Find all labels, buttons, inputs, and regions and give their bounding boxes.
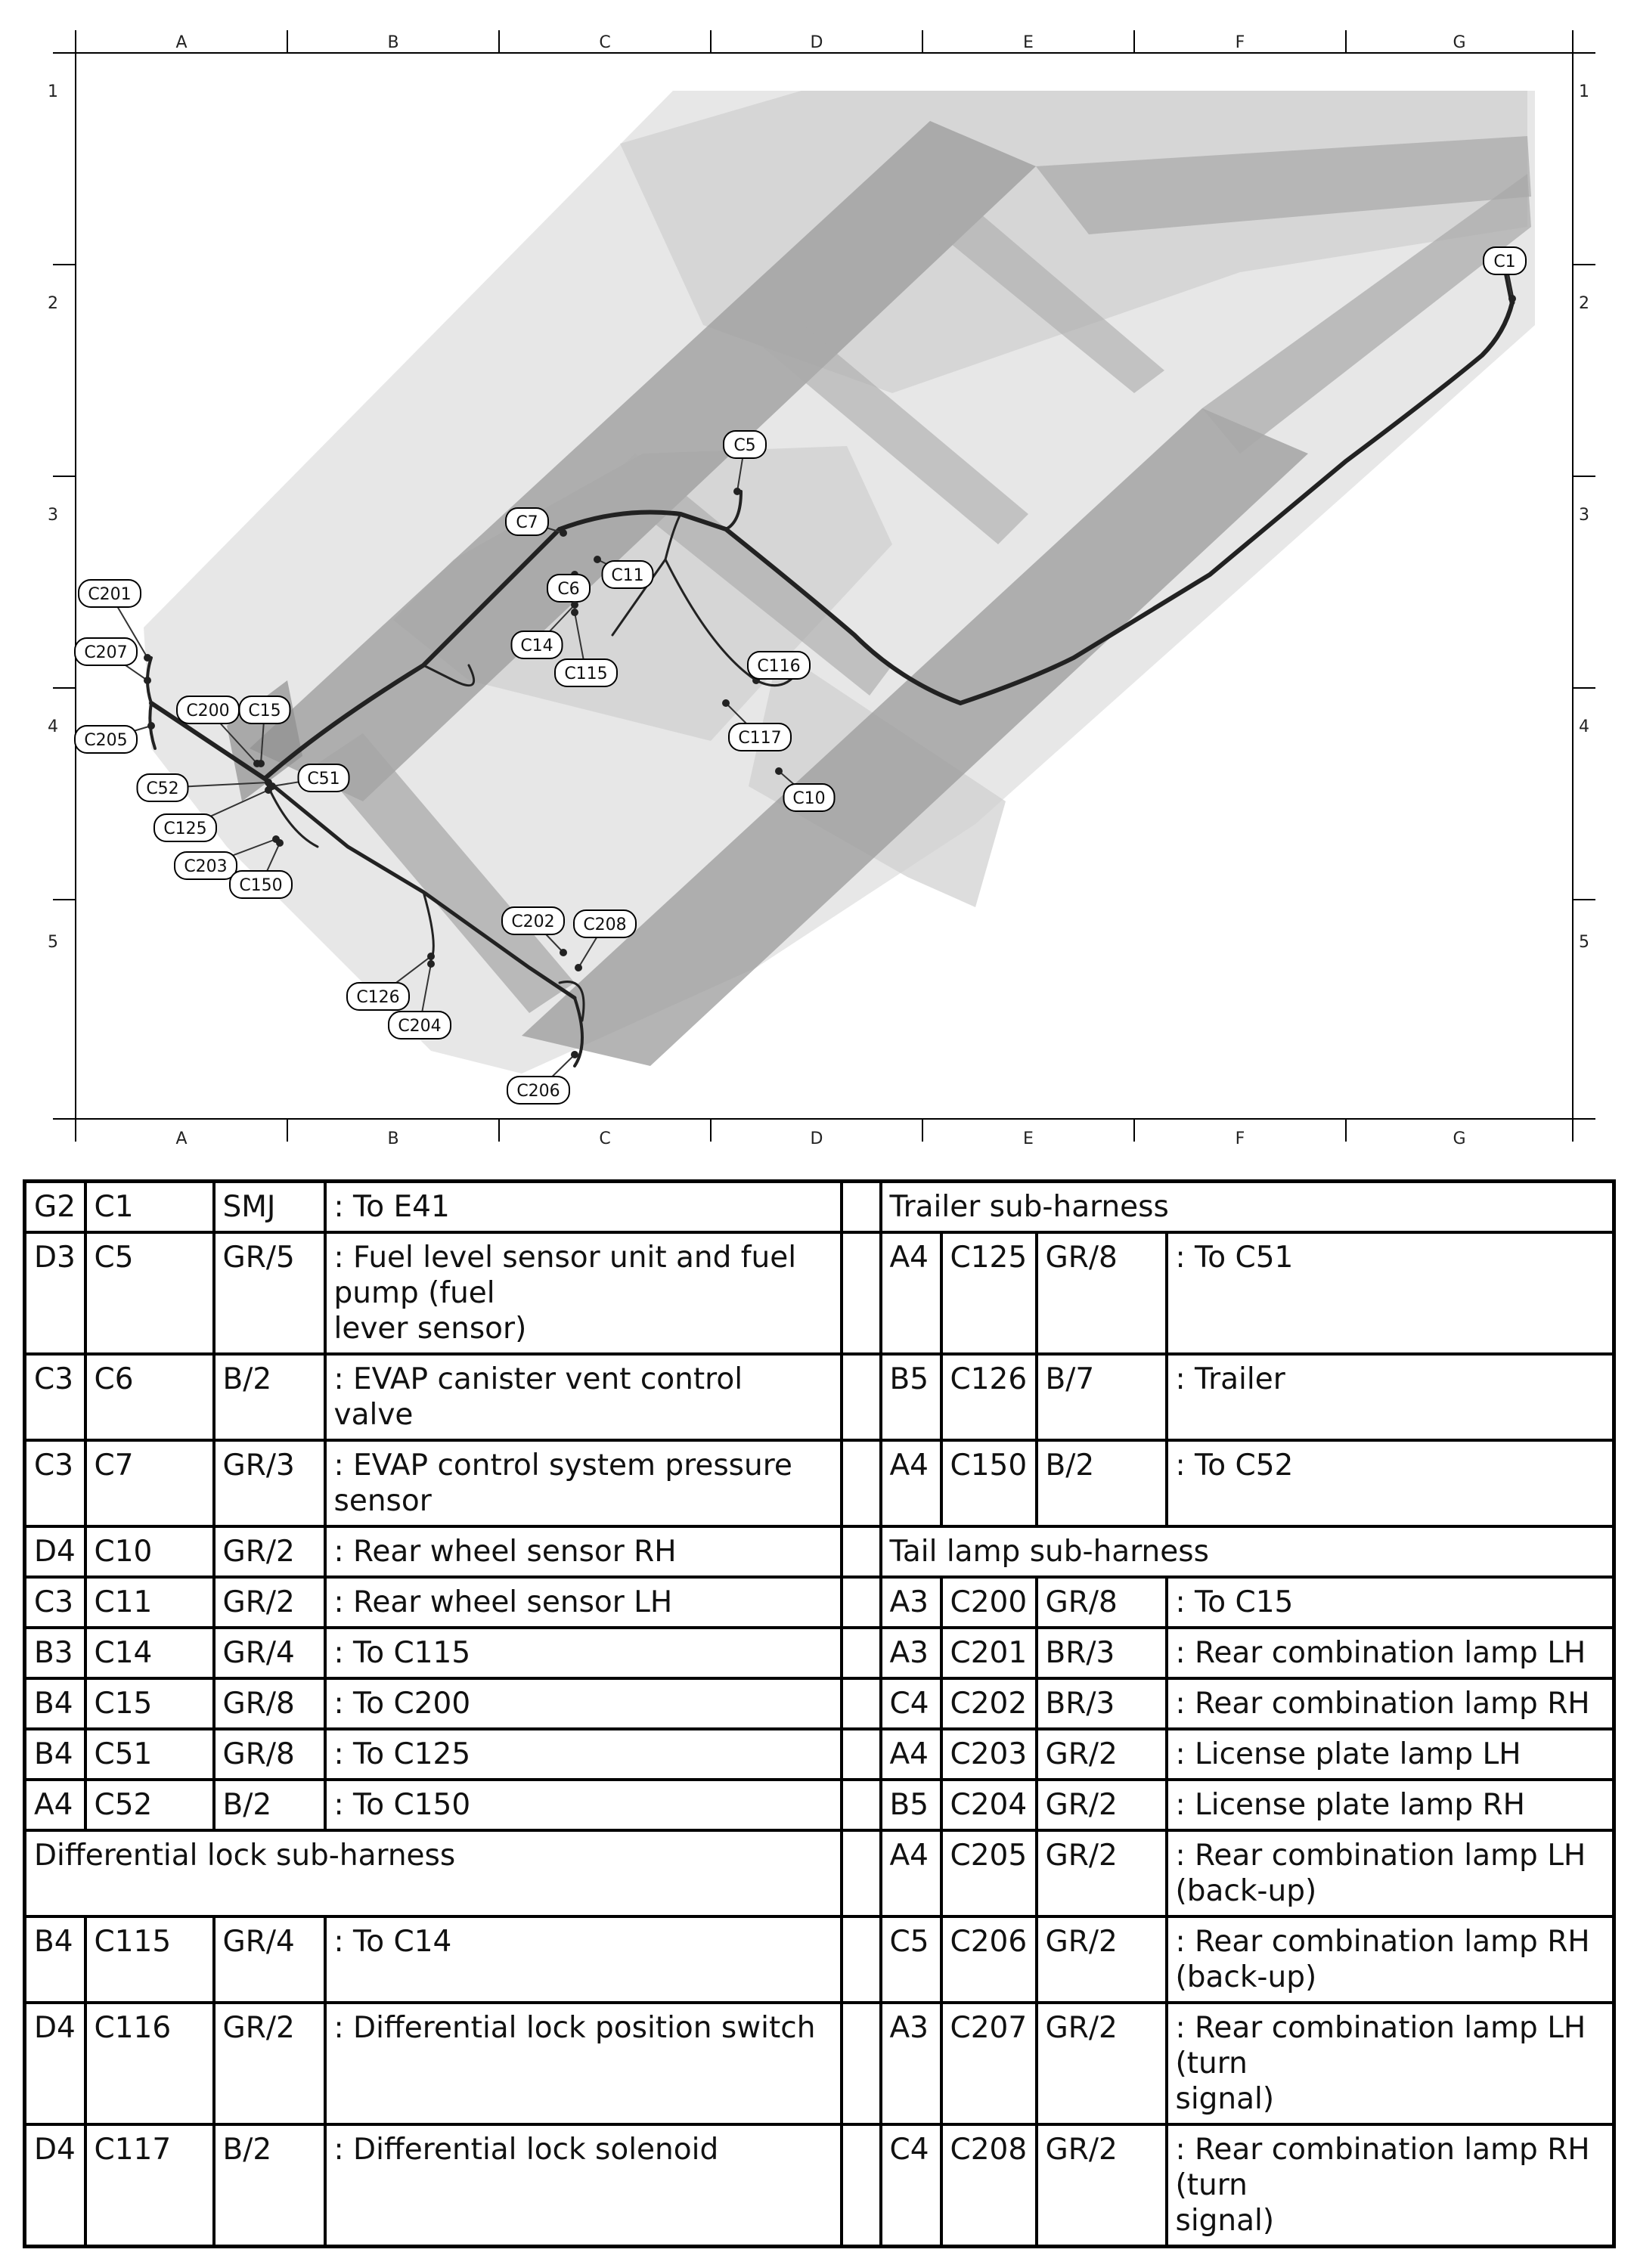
left-description-cell: : Fuel level sensor unit and fuel pump (fuel lever sensor) (325, 1232, 842, 1354)
left-spec-cell: GR/2 (214, 1526, 325, 1577)
grid-column-label: D (810, 1129, 823, 1148)
grid-column-label: C (599, 1129, 611, 1148)
connector-point (144, 677, 151, 684)
left-spec-cell: B/2 (214, 1354, 325, 1440)
connector-point (571, 601, 578, 609)
connector-point (575, 964, 582, 971)
right-location-cell: B5 (881, 1780, 941, 1830)
grid-row-label: 2 (1579, 294, 1589, 313)
table-row (25, 1526, 1614, 1577)
left-section-header: Differential lock sub-harness (25, 1830, 842, 1916)
left-connector-cell: C115 (85, 1916, 214, 2003)
left-location-cell: B4 (25, 1678, 85, 1729)
right-connector-cell: C202 (941, 1678, 1037, 1729)
column-separator (842, 2003, 881, 2124)
callout-c202: C202 (511, 912, 555, 931)
right-description-cell: : License plate lamp LH (1167, 1729, 1614, 1780)
callout-c51: C51 (307, 770, 340, 789)
right-spec-cell: GR/8 (1037, 1232, 1167, 1354)
table-row (25, 1440, 1614, 1526)
right-spec-cell: B/2 (1037, 1440, 1167, 1526)
callout-c14: C14 (520, 637, 553, 655)
left-spec-cell: GR/8 (214, 1678, 325, 1729)
right-location-cell: A4 (881, 1440, 941, 1526)
grid-column-label: F (1235, 33, 1245, 52)
vehicle-body (144, 91, 1535, 1074)
grid-column-label: A (175, 1129, 188, 1148)
right-description-cell: : To C15 (1167, 1577, 1614, 1628)
left-spec-cell: GR/4 (214, 1916, 325, 2003)
connector-point (427, 960, 435, 968)
left-connector-cell: C6 (85, 1354, 214, 1440)
callout-c115: C115 (564, 665, 608, 683)
right-connector-cell: C150 (941, 1440, 1037, 1526)
right-connector-cell: C208 (941, 2124, 1037, 2247)
right-location-cell: C4 (881, 1678, 941, 1729)
grid-column-label: B (387, 1129, 399, 1148)
right-connector-cell: C203 (941, 1729, 1037, 1780)
right-connector-cell: C207 (941, 2003, 1037, 2124)
column-separator (842, 1916, 881, 2003)
left-location-cell: D4 (25, 2124, 85, 2247)
left-connector-cell: C116 (85, 2003, 214, 2124)
callout-c125: C125 (163, 820, 207, 838)
right-spec-cell: GR/2 (1037, 1916, 1167, 2003)
callout-c5: C5 (733, 436, 756, 455)
column-separator (842, 1440, 881, 1526)
callout-c201: C201 (88, 585, 132, 604)
left-location-cell: C3 (25, 1354, 85, 1440)
grid-column-label: G (1453, 33, 1466, 52)
right-location-cell: A3 (881, 1577, 941, 1628)
right-description-cell: : Rear combination lamp LH (1167, 1628, 1614, 1678)
left-connector-cell: C15 (85, 1678, 214, 1729)
left-connector-cell: C5 (85, 1232, 214, 1354)
left-spec-cell: SMJ (214, 1182, 325, 1233)
left-location-cell: A4 (25, 1780, 85, 1830)
column-separator (842, 1678, 881, 1729)
left-location-cell: D4 (25, 2003, 85, 2124)
table-row (25, 2124, 1614, 2247)
left-description-cell: : To C125 (325, 1729, 842, 1780)
grid-row-label: 4 (48, 717, 58, 736)
right-description-cell: : To C52 (1167, 1440, 1614, 1526)
callout-c11: C11 (611, 566, 644, 585)
left-spec-cell: GR/3 (214, 1440, 325, 1526)
column-separator (842, 1232, 881, 1354)
right-connector-cell: C200 (941, 1577, 1037, 1628)
right-location-cell: B5 (881, 1354, 941, 1440)
connector-point (733, 488, 741, 495)
table-row (25, 1354, 1614, 1440)
table-row (25, 2003, 1614, 2124)
callout-c7: C7 (516, 513, 538, 532)
table-row (25, 1780, 1614, 1830)
connector-point (722, 699, 730, 707)
left-location-cell: D3 (25, 1232, 85, 1354)
right-connector-cell: C205 (941, 1830, 1037, 1916)
table-row (25, 1628, 1614, 1678)
right-description-cell: : Rear combination lamp RH (1167, 1678, 1614, 1729)
left-spec-cell: GR/4 (214, 1628, 325, 1678)
left-description-cell: : To C200 (325, 1678, 842, 1729)
table-row (25, 1916, 1614, 2003)
grid-row-label: 5 (48, 933, 58, 952)
column-separator (842, 1354, 881, 1440)
right-description-cell: : Rear combination lamp LH (back-up) (1167, 1830, 1614, 1916)
right-location-cell: A4 (881, 1729, 941, 1780)
left-connector-cell: C52 (85, 1780, 214, 1830)
right-location-cell: C4 (881, 2124, 941, 2247)
left-spec-cell: GR/2 (214, 2003, 325, 2124)
grid-column-label: E (1023, 1129, 1034, 1148)
column-separator (842, 1830, 881, 1916)
connector-point (594, 556, 601, 563)
callout-c52: C52 (146, 779, 179, 798)
left-spec-cell: GR/8 (214, 1729, 325, 1780)
right-description-cell: : Rear combination lamp RH (back-up) (1167, 1916, 1614, 2003)
grid-column-label: B (387, 33, 399, 52)
left-connector-cell: C51 (85, 1729, 214, 1780)
grid-row-label: 3 (48, 506, 58, 525)
grid-row-label: 5 (1579, 933, 1589, 952)
left-location-cell: B3 (25, 1628, 85, 1678)
left-description-cell: : Differential lock solenoid (325, 2124, 842, 2247)
right-connector-cell: C125 (941, 1232, 1037, 1354)
right-spec-cell: GR/2 (1037, 2124, 1167, 2247)
right-description-cell: : Trailer (1167, 1354, 1614, 1440)
table-row (25, 1678, 1614, 1729)
connector-point (775, 767, 783, 775)
right-spec-cell: BR/3 (1037, 1628, 1167, 1678)
connector-point (147, 722, 155, 730)
column-separator (842, 1729, 881, 1780)
callout-c205: C205 (84, 731, 128, 750)
left-spec-cell: B/2 (214, 1780, 325, 1830)
right-connector-cell: C204 (941, 1780, 1037, 1830)
column-separator (842, 1526, 881, 1577)
left-description-cell: : Rear wheel sensor RH (325, 1526, 842, 1577)
right-spec-cell: GR/8 (1037, 1577, 1167, 1628)
left-location-cell: D4 (25, 1526, 85, 1577)
grid-row-label: 3 (1579, 506, 1589, 525)
left-location-cell: G2 (25, 1182, 85, 1233)
table-row (25, 1577, 1614, 1628)
left-connector-cell: C117 (85, 2124, 214, 2247)
column-separator (842, 2124, 881, 2247)
left-spec-cell: B/2 (214, 2124, 325, 2247)
right-description-cell: : To C51 (1167, 1232, 1614, 1354)
left-spec-cell: GR/2 (214, 1577, 325, 1628)
left-description-cell: : To E41 (325, 1182, 842, 1233)
grid-column-label: C (599, 33, 611, 52)
callout-c10: C10 (792, 789, 826, 808)
grid-row-label: 4 (1579, 717, 1589, 736)
left-connector-cell: C10 (85, 1526, 214, 1577)
callout-c1: C1 (1493, 253, 1516, 271)
right-spec-cell: BR/3 (1037, 1678, 1167, 1729)
table-row (25, 1182, 1614, 1233)
grid-row-label: 1 (48, 82, 58, 101)
grid-column-label: G (1453, 1129, 1466, 1148)
left-description-cell: : Differential lock position switch (325, 2003, 842, 2124)
grid-row-label: 1 (1579, 82, 1589, 101)
right-location-cell: A3 (881, 1628, 941, 1678)
left-location-cell: C3 (25, 1577, 85, 1628)
table-row (25, 1232, 1614, 1354)
left-connector-cell: C1 (85, 1182, 214, 1233)
callout-c207: C207 (84, 643, 128, 662)
left-description-cell: : To C115 (325, 1628, 842, 1678)
right-connector-cell: C206 (941, 1916, 1037, 2003)
left-connector-cell: C14 (85, 1628, 214, 1678)
callout-c200: C200 (186, 702, 230, 720)
right-description-cell: : License plate lamp RH (1167, 1780, 1614, 1830)
left-connector-cell: C11 (85, 1577, 214, 1628)
right-spec-cell: B/7 (1037, 1354, 1167, 1440)
right-location-cell: A3 (881, 2003, 941, 2124)
connector-point (560, 529, 567, 537)
grid-column-label: F (1235, 1129, 1245, 1148)
callout-c126: C126 (356, 988, 400, 1007)
left-description-cell: : To C150 (325, 1780, 842, 1830)
connector-point (560, 949, 567, 956)
right-description-cell: : Rear combination lamp LH (turn signal) (1167, 2003, 1614, 2124)
connector-point (144, 654, 151, 662)
connector-point (257, 760, 265, 767)
left-location-cell: C3 (25, 1440, 85, 1526)
callout-c150: C150 (239, 876, 283, 895)
left-connector-cell: C7 (85, 1440, 214, 1526)
column-separator (842, 1577, 881, 1628)
left-description-cell: : Rear wheel sensor LH (325, 1577, 842, 1628)
right-section-header: Tail lamp sub-harness (881, 1526, 1614, 1577)
callout-c6: C6 (557, 580, 580, 599)
right-spec-cell: GR/2 (1037, 1780, 1167, 1830)
right-spec-cell: GR/2 (1037, 2003, 1167, 2124)
column-separator (842, 1780, 881, 1830)
connector-table (23, 1179, 1616, 2248)
callout-c117: C117 (738, 729, 782, 748)
right-description-cell: : Rear combination lamp RH (turn signal) (1167, 2124, 1614, 2247)
right-connector-cell: C126 (941, 1354, 1037, 1440)
left-description-cell: : EVAP control system pressure sensor (325, 1440, 842, 1526)
connector-point (265, 786, 272, 794)
connector-point (427, 953, 435, 960)
table-row (25, 1729, 1614, 1780)
right-section-header: Trailer sub-harness (881, 1182, 1614, 1233)
left-description-cell: : To C14 (325, 1916, 842, 2003)
callout-c15: C15 (248, 702, 281, 720)
right-connector-cell: C201 (941, 1628, 1037, 1678)
right-spec-cell: GR/2 (1037, 1729, 1167, 1780)
column-separator (842, 1182, 881, 1233)
connector-point (571, 609, 578, 616)
right-location-cell: A4 (881, 1830, 941, 1916)
callout-c116: C116 (757, 657, 801, 676)
right-spec-cell: GR/2 (1037, 1830, 1167, 1916)
left-spec-cell: GR/5 (214, 1232, 325, 1354)
grid-column-label: E (1023, 33, 1034, 52)
connector-point (276, 839, 284, 847)
connector-point (1508, 295, 1516, 302)
connector-point (571, 1051, 578, 1058)
grid-column-label: D (810, 33, 823, 52)
right-location-cell: C5 (881, 1916, 941, 2003)
callout-c208: C208 (583, 916, 627, 934)
grid-row-label: 2 (48, 294, 58, 313)
left-location-cell: B4 (25, 1729, 85, 1780)
grid-column-label: A (175, 33, 188, 52)
left-description-cell: : EVAP canister vent control valve (325, 1354, 842, 1440)
callout-c206: C206 (516, 1082, 560, 1101)
table-row (25, 1830, 1614, 1916)
left-location-cell: B4 (25, 1916, 85, 2003)
callout-c203: C203 (184, 857, 228, 876)
callout-c204: C204 (398, 1017, 442, 1036)
right-location-cell: A4 (881, 1232, 941, 1354)
column-separator (842, 1628, 881, 1678)
